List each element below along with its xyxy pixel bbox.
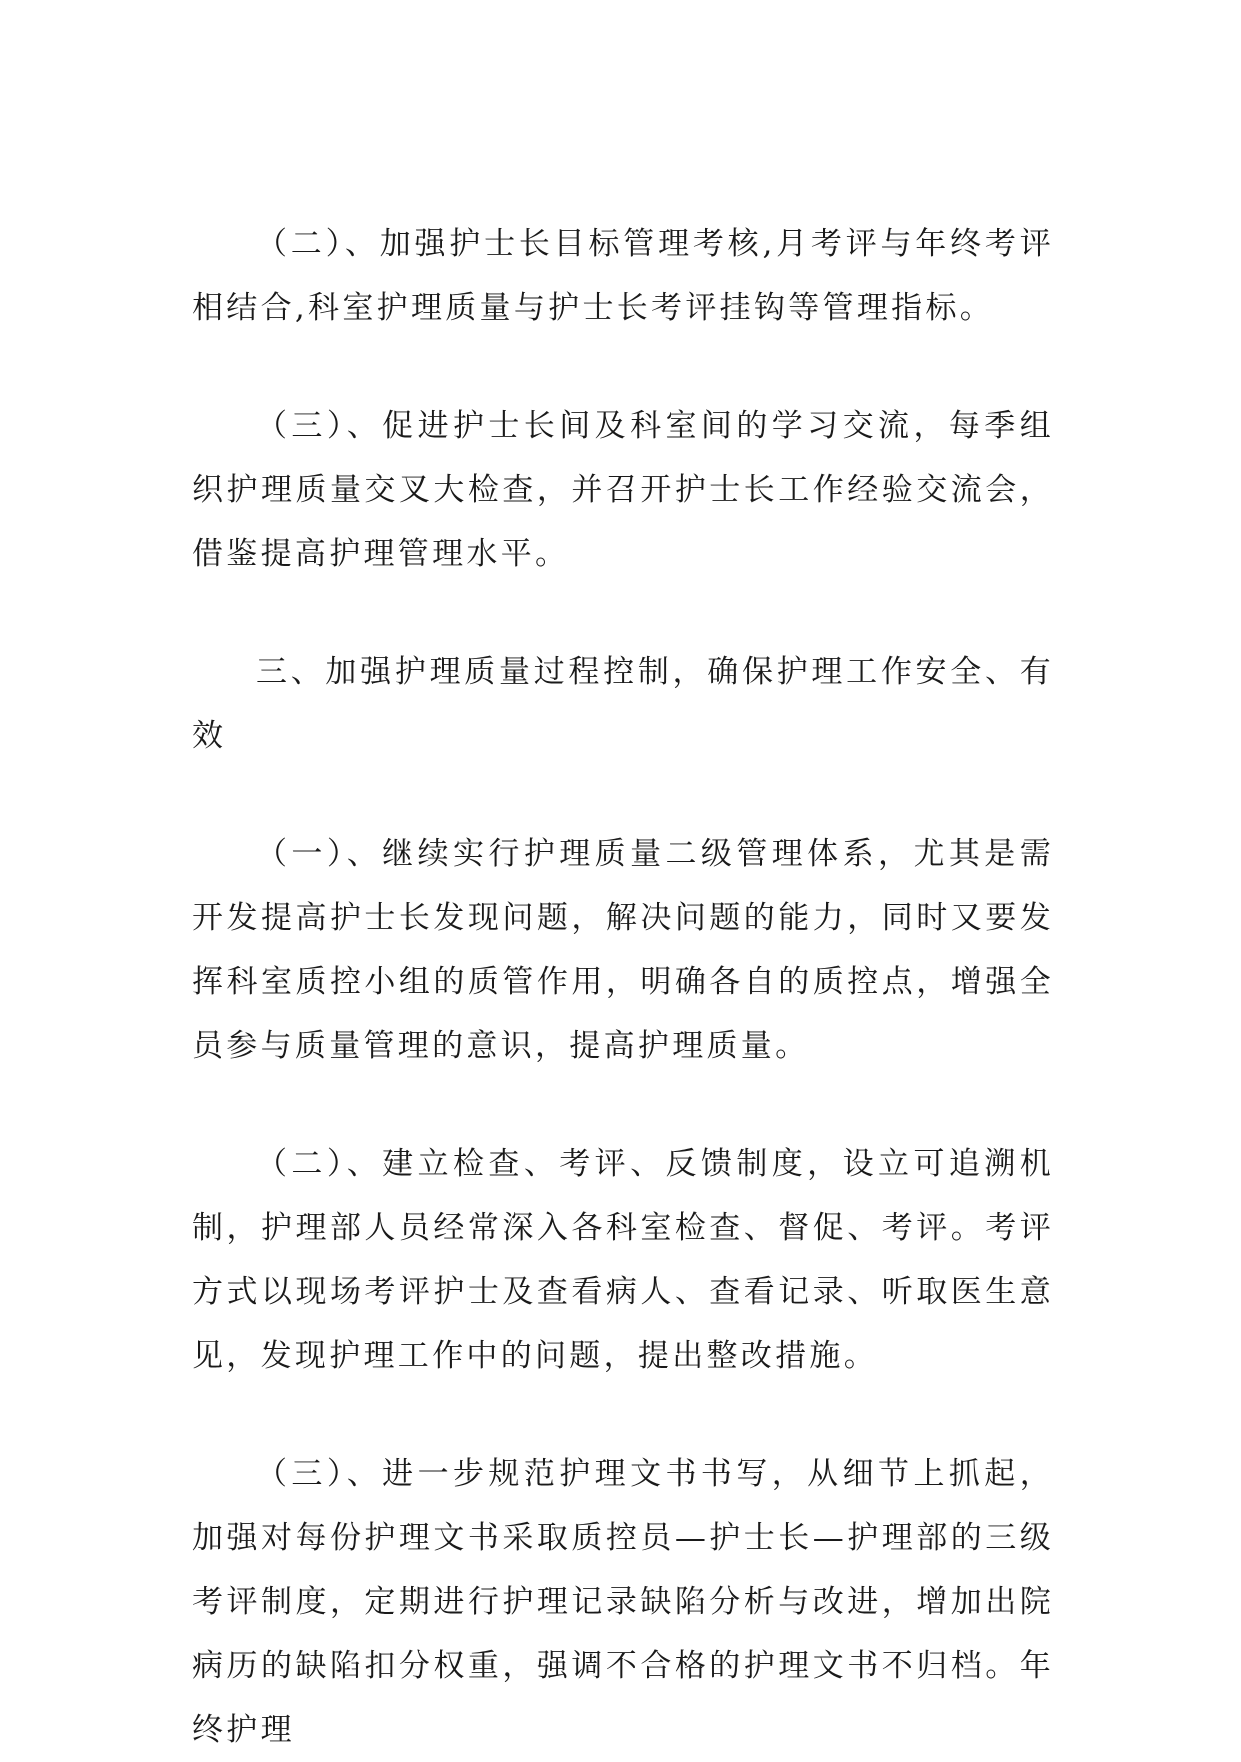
paragraph-inspection-feedback: （二）、建立检查、考评、反馈制度，设立可追溯机制，护理部人员经常深入各科室检查、督促、考评。考评方式以现场考评护士及查看病人、查看记录、听取医生意见，发现护理工作中的问题，提出整改措施。 [192,1146,1054,1374]
paragraph-nursing-documents: （三）、进一步规范护理文书书写，从细节上抓起，加强对每份护理文书采取质控员—护士长—护理部的三级考评制度，定期进行护理记录缺陷分析与改进，增加出院病历的缺陷扣分权重，强调不合格的护理文书不归档。年终护理 [192,1456,1054,1748]
document-body [192,212,1054,1762]
paragraph-exchange-learning: （三）、促进护士长间及科室间的学习交流，每季组织护理质量交叉大检查，并召开护士长工作经验交流会，借鉴提高护理管理水平。 [192,408,1054,572]
paragraph-two-level-management: （一）、继续实行护理质量二级管理体系，尤其是需开发提高护士长发现问题，解决问题的能力，同时又要发挥科室质控小组的质管作用，明确各自的质控点，增强全员参与质量管理的意识，提高护理质量。 [192,836,1054,1064]
section-heading-quality-control: 三、加强护理质量过程控制，确保护理工作安全、有效 [192,654,1054,754]
paragraph-head-nurse-assessment: （二）、加强护士长目标管理考核,月考评与年终考评相结合,科室护理质量与护士长考评挂钩等管理指标。 [192,226,1054,326]
